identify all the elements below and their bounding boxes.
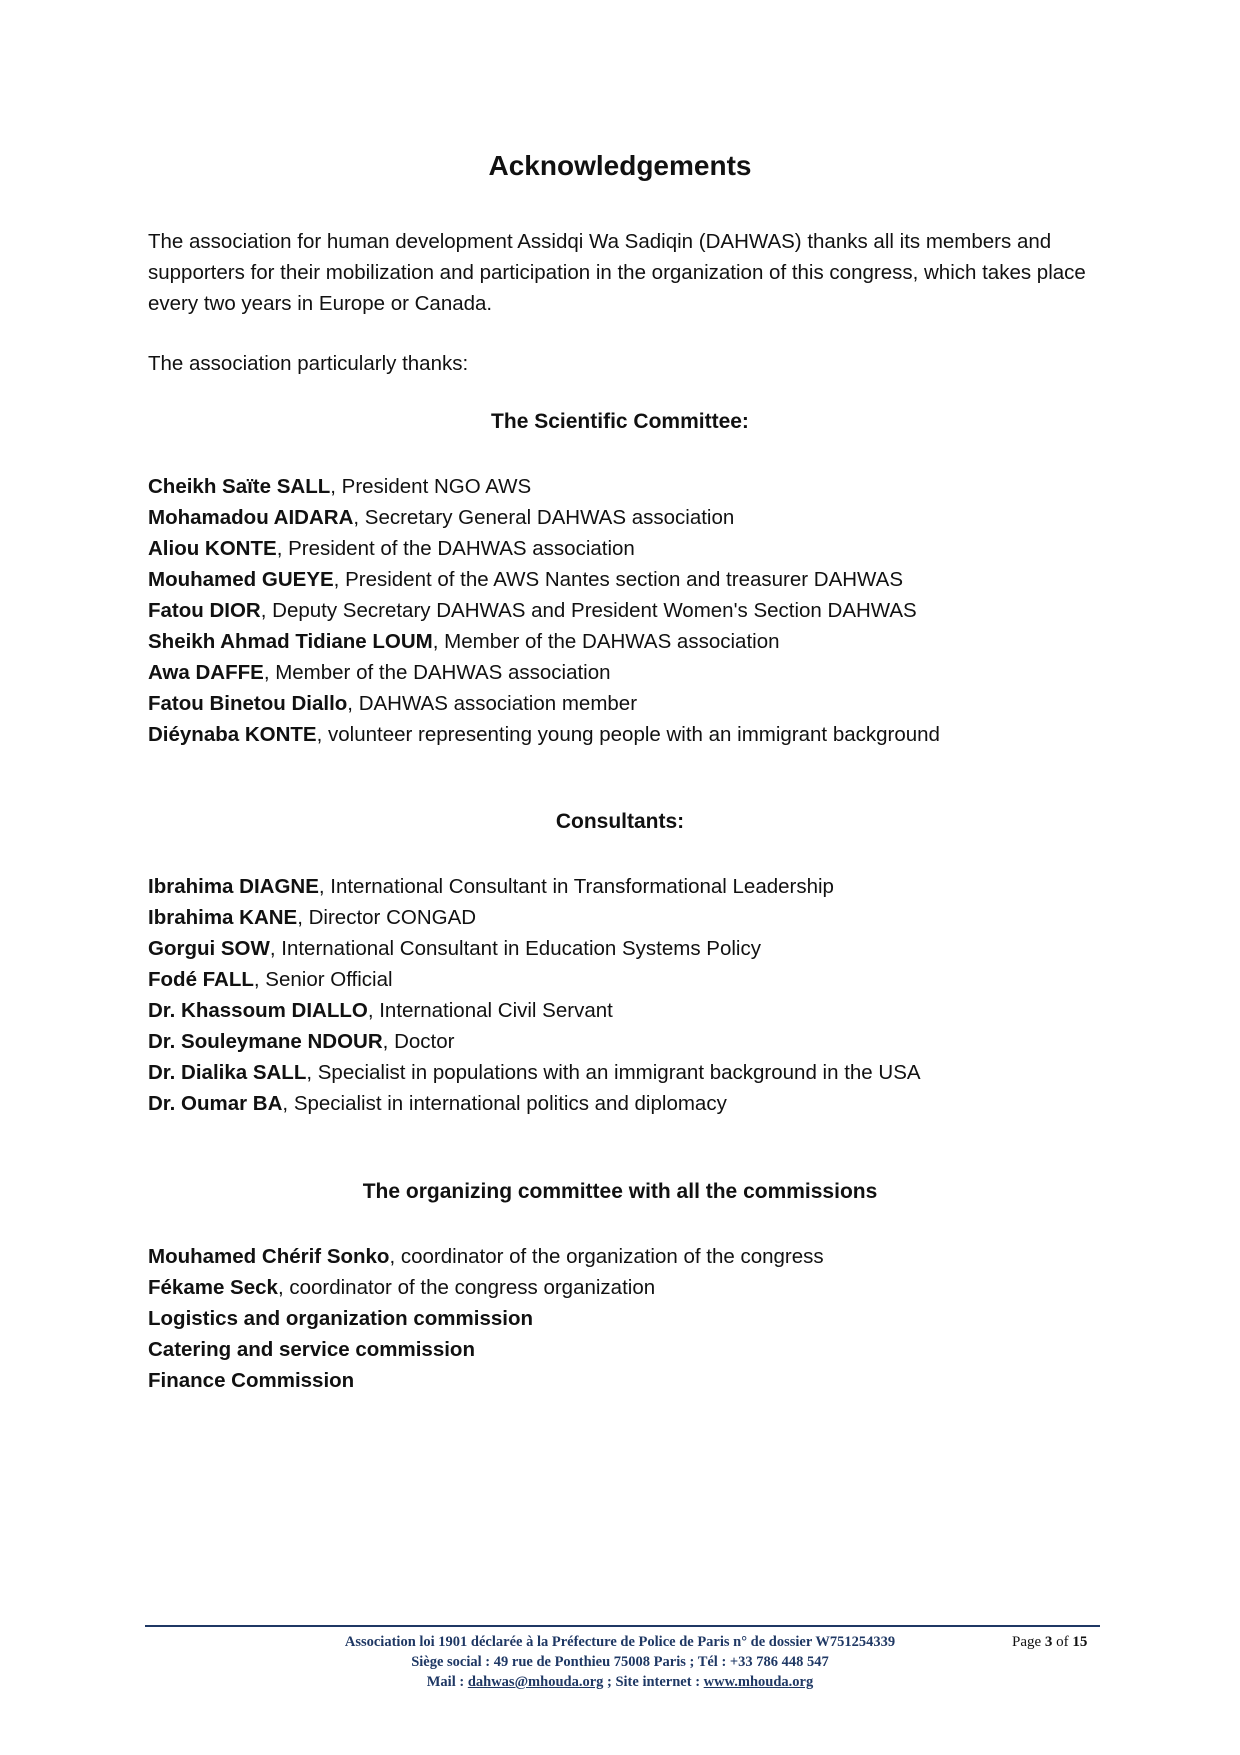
list-item (148, 933, 1148, 964)
list-item (148, 871, 1148, 902)
list-item (148, 964, 1148, 995)
member-name: Cheikh Saïte SALL (148, 475, 331, 498)
member-name: Logistics and organization commission (148, 1307, 533, 1330)
member-role: , Deputy Secretary DAHWAS and President Women's Section DAHWAS (260, 599, 917, 622)
member-role: , President NGO AWS (330, 475, 532, 498)
list-item (148, 533, 1148, 564)
member-role: , President of the DAHWAS association (276, 537, 635, 560)
list-item (148, 595, 1148, 626)
member-role: , President of the AWS Nantes section and treasurer DAHWAS (333, 568, 903, 591)
member-name: Mohamadou AIDARA (148, 506, 354, 529)
list-item (148, 657, 1148, 688)
member-role: , International Civil Servant (367, 999, 613, 1022)
scientific-committee-heading: The Scientific Committee: (491, 410, 749, 433)
list-item (148, 1088, 1148, 1119)
list-item (148, 1365, 1148, 1396)
member-role: , coordinator of the organization of the congress (389, 1245, 824, 1268)
member-role: , Doctor (382, 1030, 455, 1053)
member-name: Mouhamed Chérif Sonko (148, 1245, 390, 1268)
list-item (148, 626, 1148, 657)
current-page: 3 (1044, 1634, 1053, 1650)
member-name: Fodé FALL (148, 968, 254, 991)
scientific-committee-list (148, 471, 1148, 750)
member-name: Fatou DIOR (148, 599, 261, 622)
list-item (148, 1272, 1148, 1303)
consultants-list (148, 871, 1148, 1119)
member-name: Dr. Oumar BA (148, 1092, 283, 1115)
footer-divider (145, 1625, 1100, 1627)
member-name: Sheikh Ahmad Tidiane LOUM (148, 630, 433, 653)
list-item (148, 1303, 1148, 1334)
member-name: Ibrahima DIAGNE (148, 875, 319, 898)
member-role: , Senior Official (253, 968, 393, 991)
total-pages: 15 (1072, 1634, 1088, 1650)
organizing-committee-heading: The organizing committee with all the commissions (362, 1180, 878, 1203)
footer-registration: Association loi 1901 déclarée à la Préfecture de Police de Paris n° de dossier W751254339 (344, 1634, 896, 1650)
member-name: Diéynaba KONTE (148, 723, 317, 746)
member-role: , DAHWAS association member (347, 692, 638, 715)
member-name: Fékame Seck (148, 1276, 278, 1299)
member-role: , International Consultant in Transformational Leadership (318, 875, 834, 898)
list-item (148, 471, 1148, 502)
member-role: , Member of the DAHWAS association (432, 630, 780, 653)
list-item (148, 502, 1148, 533)
list-item (148, 995, 1148, 1026)
website-link[interactable]: www.mhouda.org (703, 1674, 814, 1690)
member-name: Mouhamed GUEYE (148, 568, 334, 591)
page-number: Page 3 of 15 (1012, 1634, 1088, 1650)
member-role: , Director CONGAD (297, 906, 477, 929)
member-name: Ibrahima KANE (148, 906, 298, 929)
organizing-committee-list (148, 1241, 1148, 1396)
list-item (148, 719, 1148, 750)
member-name: Awa DAFFE (148, 661, 264, 684)
member-name: Finance Commission (148, 1369, 355, 1392)
member-role: , Member of the DAHWAS association (263, 661, 611, 684)
member-name: Fatou Binetou Diallo (148, 692, 348, 715)
list-item (148, 1026, 1148, 1057)
email-link[interactable]: dahwas@mhouda.org (467, 1674, 604, 1690)
list-item (148, 564, 1148, 595)
footer-contact: Mail : dahwas@mhouda.org ; Site internet : www.mhouda.org (426, 1674, 814, 1690)
member-name: Aliou KONTE (148, 537, 277, 560)
list-item (148, 1241, 1148, 1272)
member-role: , Secretary General DAHWAS association (353, 506, 735, 529)
member-role: , volunteer representing young people with an immigrant background (316, 723, 940, 746)
list-item (148, 688, 1148, 719)
list-item (148, 1057, 1148, 1088)
intro-paragraph: The association for human development Assidqi Wa Sadiqin (DAHWAS) thanks all its members and supporters for their mobilization and participation in the organization of this congress, which takes place every two years in Europe or Canada. (148, 230, 1086, 315)
member-name: Gorgui SOW (148, 937, 270, 960)
member-name: Dr. Dialika SALL (148, 1061, 307, 1084)
member-role: , Specialist in international politics and diplomacy (282, 1092, 727, 1115)
member-role: , coordinator of the congress organization (277, 1276, 656, 1299)
footer-address: Siège social : 49 rue de Ponthieu 75008 Paris ; Tél : +33 786 448 547 (411, 1654, 829, 1670)
member-role: , Specialist in populations with an immigrant background in the USA (306, 1061, 921, 1084)
page-title: Acknowledgements (488, 150, 752, 181)
list-item (148, 902, 1148, 933)
member-role: , International Consultant in Education Systems Policy (269, 937, 761, 960)
consultants-heading: Consultants: (555, 810, 685, 833)
member-name: Dr. Khassoum DIALLO (148, 999, 368, 1022)
list-item (148, 1334, 1148, 1365)
thanks-line: The association particularly thanks: (148, 352, 469, 375)
member-name: Dr. Souleymane NDOUR (148, 1030, 383, 1053)
member-name: Catering and service commission (148, 1338, 475, 1361)
